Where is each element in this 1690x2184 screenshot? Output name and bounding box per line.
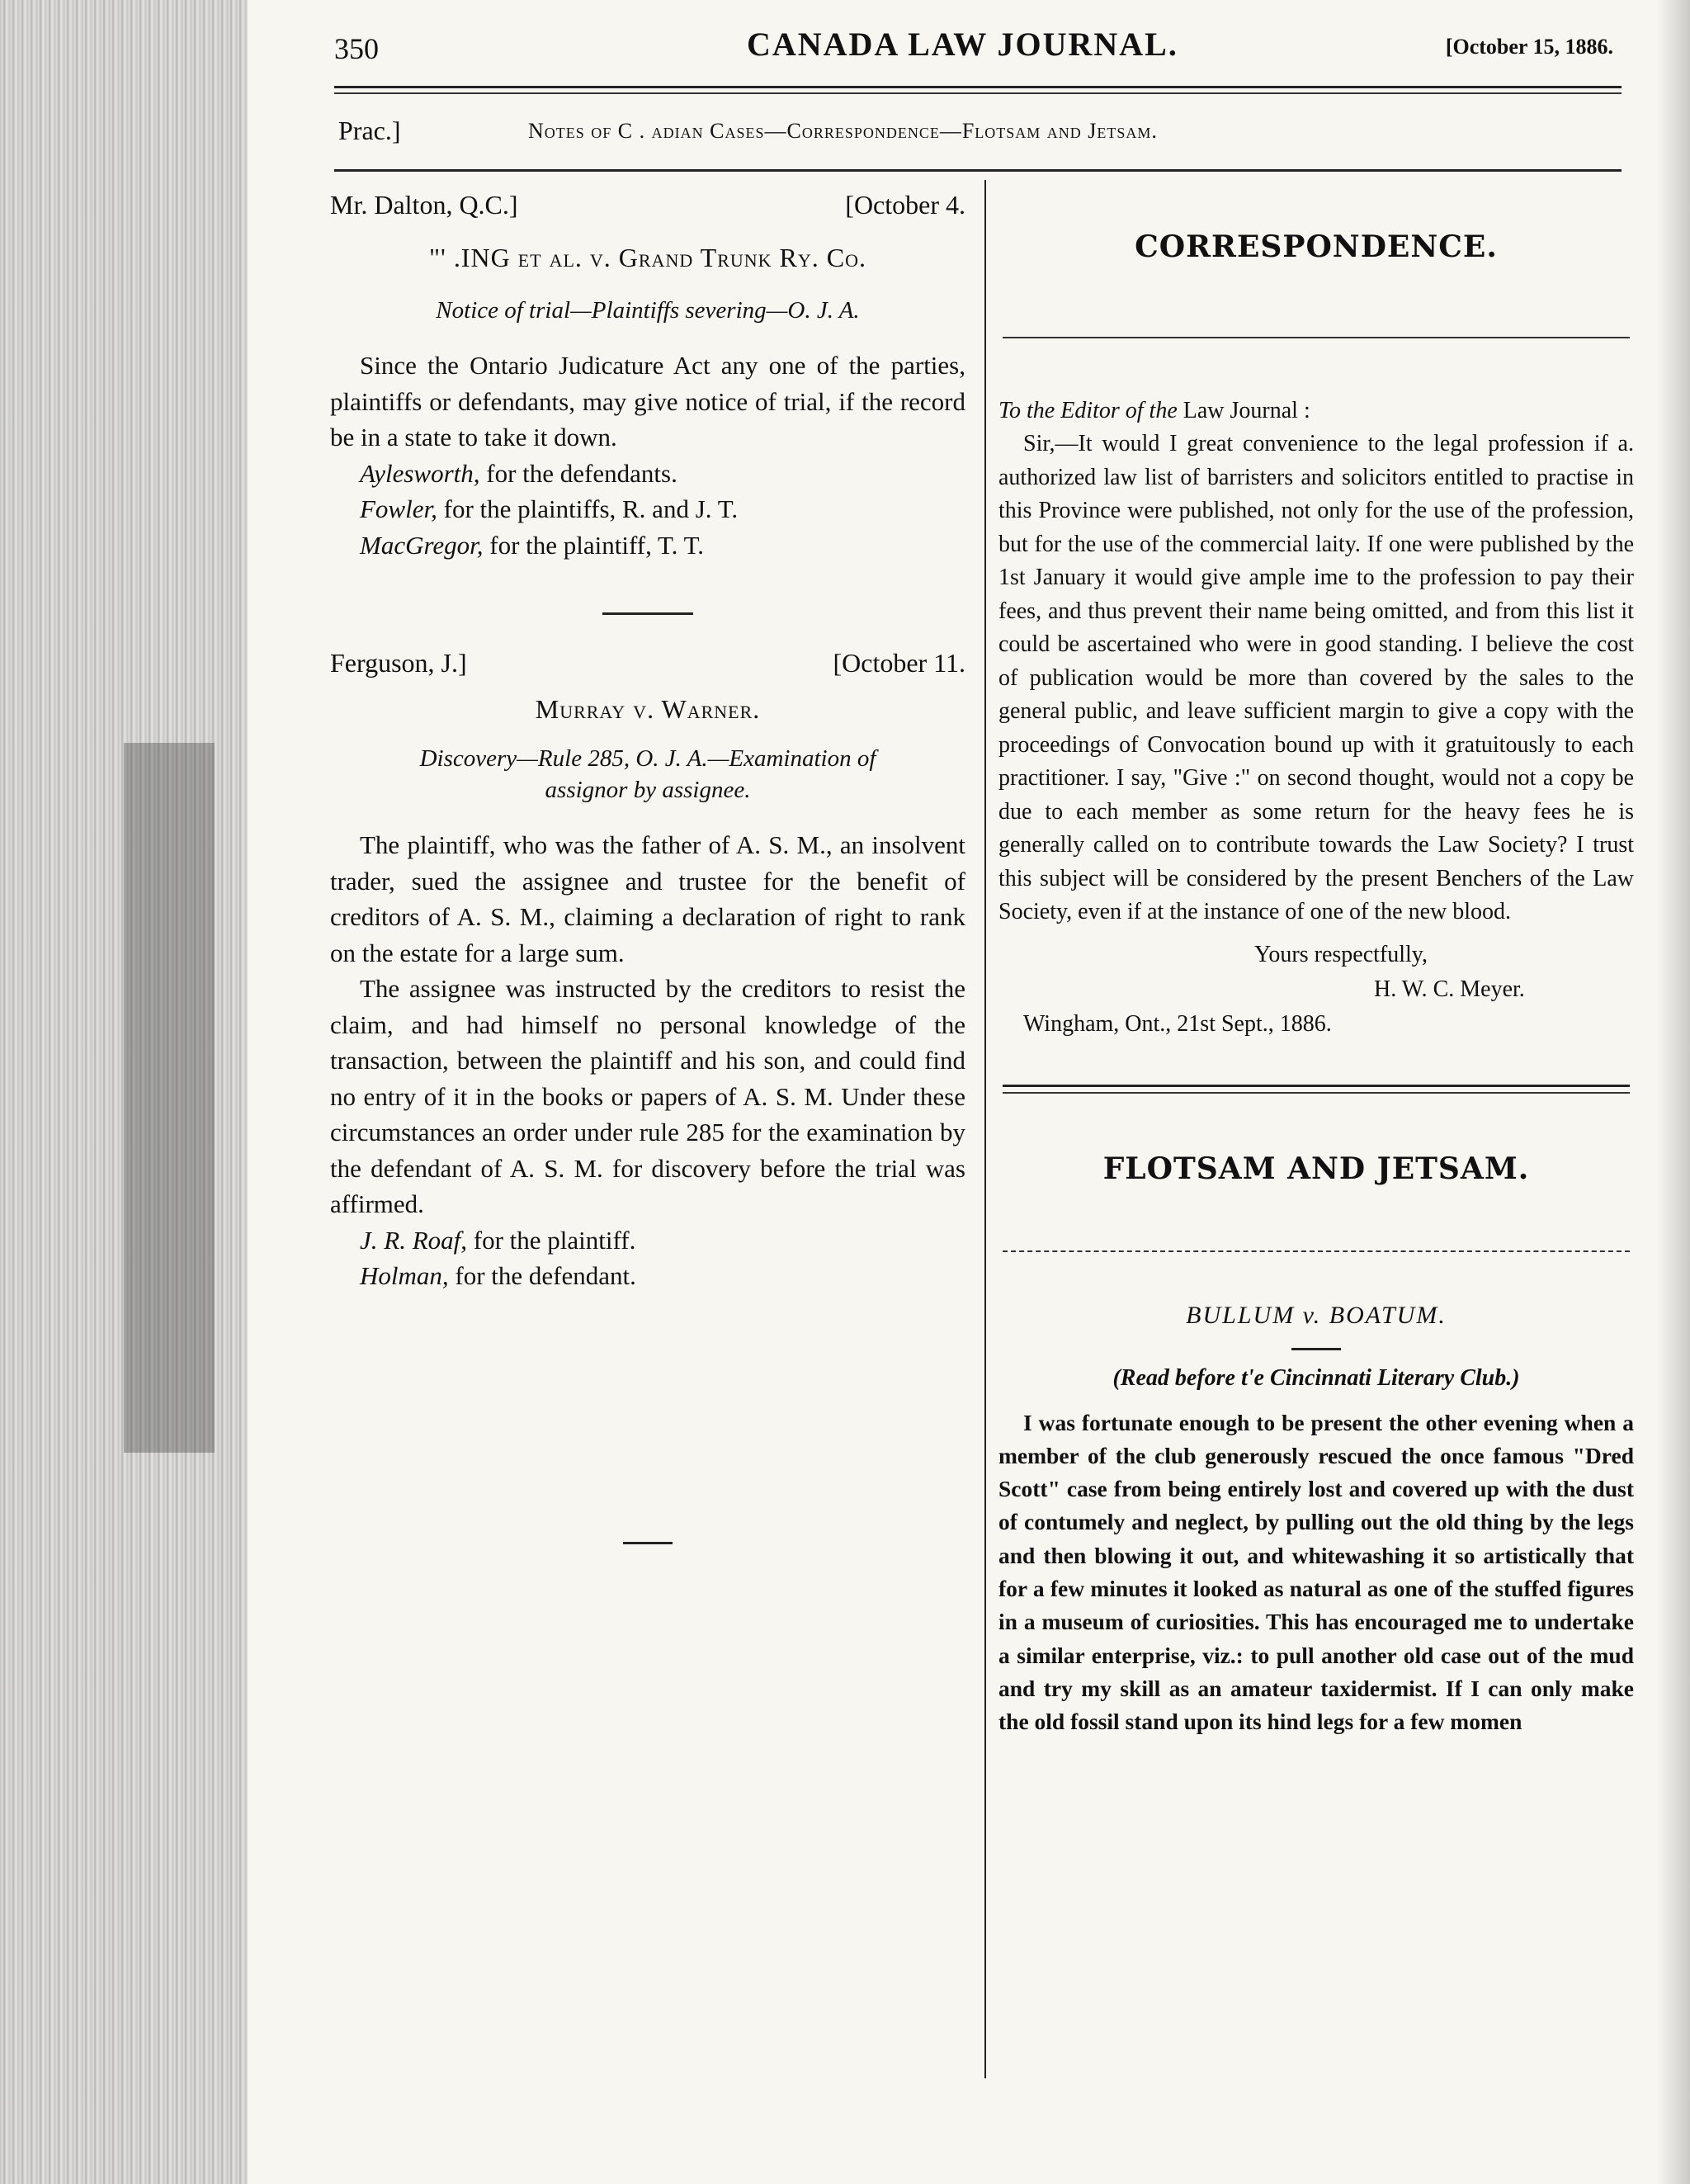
counsel-name: Fowler, [360,494,437,523]
case-2 [330,648,965,1294]
correspondence-heading: CORRESPONDENCE. [1135,229,1498,264]
column-end-rule [623,1542,673,1544]
case-title: "' .ING et al. v. Grand Trunk Ry. Co. [428,243,866,272]
journal-title: CANADA LAW JOURNAL. [747,26,1178,63]
court-line [330,190,965,228]
counsel-role: for the plaintiffs, R. and J. T. [437,494,739,523]
subheader-rule [334,169,1622,172]
letter-place-date: Wingham, Ont., 21st Sept., 1886. [1023,1010,1332,1037]
scan-edge-shadow [1657,0,1690,2184]
flotsam-rule [1003,1250,1630,1252]
case-paragraph: The assignee was instructed by the creditors to resist the claim, and had himself no personal knowledge of the transaction, between the plaintiff and his son, and could find no entry of it in the books or papers of A. S. M. Under these circumstances an order under rule 285 for the examination by the defendant of A. S. M. for discovery before the trial was affirmed. [330,974,965,1218]
decision-date: [October 11. [833,648,965,678]
salutation-italic: To the Editor of the [998,398,1178,423]
counsel-role: for the plaintiff, T. T. [483,530,704,560]
counsel-line [360,527,965,564]
counsel-role: for the defendants. [479,458,677,488]
court-line [330,648,965,686]
counsel-name: Holman, [360,1261,449,1290]
counsel-line [360,456,965,492]
judge: Ferguson, J.] [330,648,467,678]
left-column [330,190,965,1544]
prac-label: Prac.] [338,116,401,145]
column-divider [984,180,986,2078]
salutation [998,395,1634,428]
case-title: Murray v. Warner. [535,694,761,724]
article-subtitle: (Read before t'e Cincinnati Literary Club.) [1112,1364,1520,1391]
case-1 [330,190,965,563]
correspondence-rule [1003,337,1630,338]
header-rule-bottom [334,92,1622,94]
salutation-rest: Law Journal : [1177,398,1310,423]
counsel-line [360,1258,965,1294]
section-subheader [334,116,1622,149]
counsel-line [360,491,965,527]
case-paragraph: The plaintiff, who was the father of A. S. M., an insolvent trader, sued the assignee and trustee for the benefit of creditors of A. S. M., claiming a declaration of right to rank on the estate for a large sum. [330,830,965,967]
binding-library-stamp [124,743,215,1453]
letter-closing: Yours respectfully, [1254,941,1428,967]
headnote-line: Discovery—Rule 285, O. J. A.—Examination of [419,745,876,772]
letter-signature: H. W. C. Meyer. [1374,976,1525,1002]
section-titles: Notes of C . adian Cases—Correspondence—Flotsam and Jetsam. [528,119,1158,143]
section-rule-top [1003,1085,1630,1087]
letter-body: Sir,—It would I great convenience to the legal profession if a. authorized law list of barristers and solicitors entitled to practise in this Province were published, not only for the use of the profession, but for the use of the commercial laity. If one were published by the 1st January it would give ample ime to the profession to pay their fees, and thus prevent their name being omitted, and from this list it could be ascertained who were in good standing. I believe the cost of publication would be more than covered by the sales to the general public, and leave sufficient margin to give a copy with the proceedings of Convocation bound up with it gratuitously to each practitioner. I say, "Give :" on second thought, would not a copy be due to each member as some return for the heavy fees he is generally called on to contribute towards the Law Society? I trust this subject will be considered by the present Benchers of the Law Society, even if at the instance of one of the new blood. [998,431,1634,924]
counsel-name: Aylesworth, [360,458,480,488]
headnote: Notice of trial—Plaintiffs severing—O. J. A. [436,297,860,324]
section-rule-bottom [1003,1092,1630,1094]
counsel-role: for the plaintiff. [467,1225,636,1255]
headnote [330,743,965,806]
case-paragraph: Since the Ontario Judicature Act any one of the parties, plaintiffs or defendants, may give notice of trial, if the record be in a state to take it down. [330,351,965,451]
right-column [998,198,1634,1738]
decision-date: [October 4. [845,190,965,220]
article-title: BULLUM v. BOATUM. [1186,1301,1447,1329]
counsel-line [360,1222,965,1259]
headnote-line: assignor by assignee. [545,777,751,803]
page-number: 350 [334,32,379,65]
counsel-name: MacGregor, [360,530,484,560]
counsel-role: for the defendant. [448,1261,636,1290]
running-header [334,25,1622,74]
header-rule-top [334,86,1622,88]
counsel-name: J. R. Roaf, [360,1225,467,1255]
flotsam-heading: FLOTSAM AND JETSAM. [1102,1151,1530,1186]
issue-date: [October 15, 1886. [1445,35,1613,59]
judge: Mr. Dalton, Q.C.] [330,190,518,220]
article-paragraph: I was fortunate enough to be present the other evening when a member of the club generously rescued the once famous "Dred Scott" case from being entirely lost and covered up with the dust of contumely and neglect, by pulling out the old thing by the legs and then blowing it out, and whitewashing it so artistically that for a few minutes it looked as natural as one of the stuffed figures in a museum of curiosities. This has encouraged me to undertake a similar enterprise, viz.: to pull another old case out of the mud and try my skill as an amateur taxidermist. If I can only make the old fossil stand upon its hind legs for a few momen [998,1409,1634,1735]
